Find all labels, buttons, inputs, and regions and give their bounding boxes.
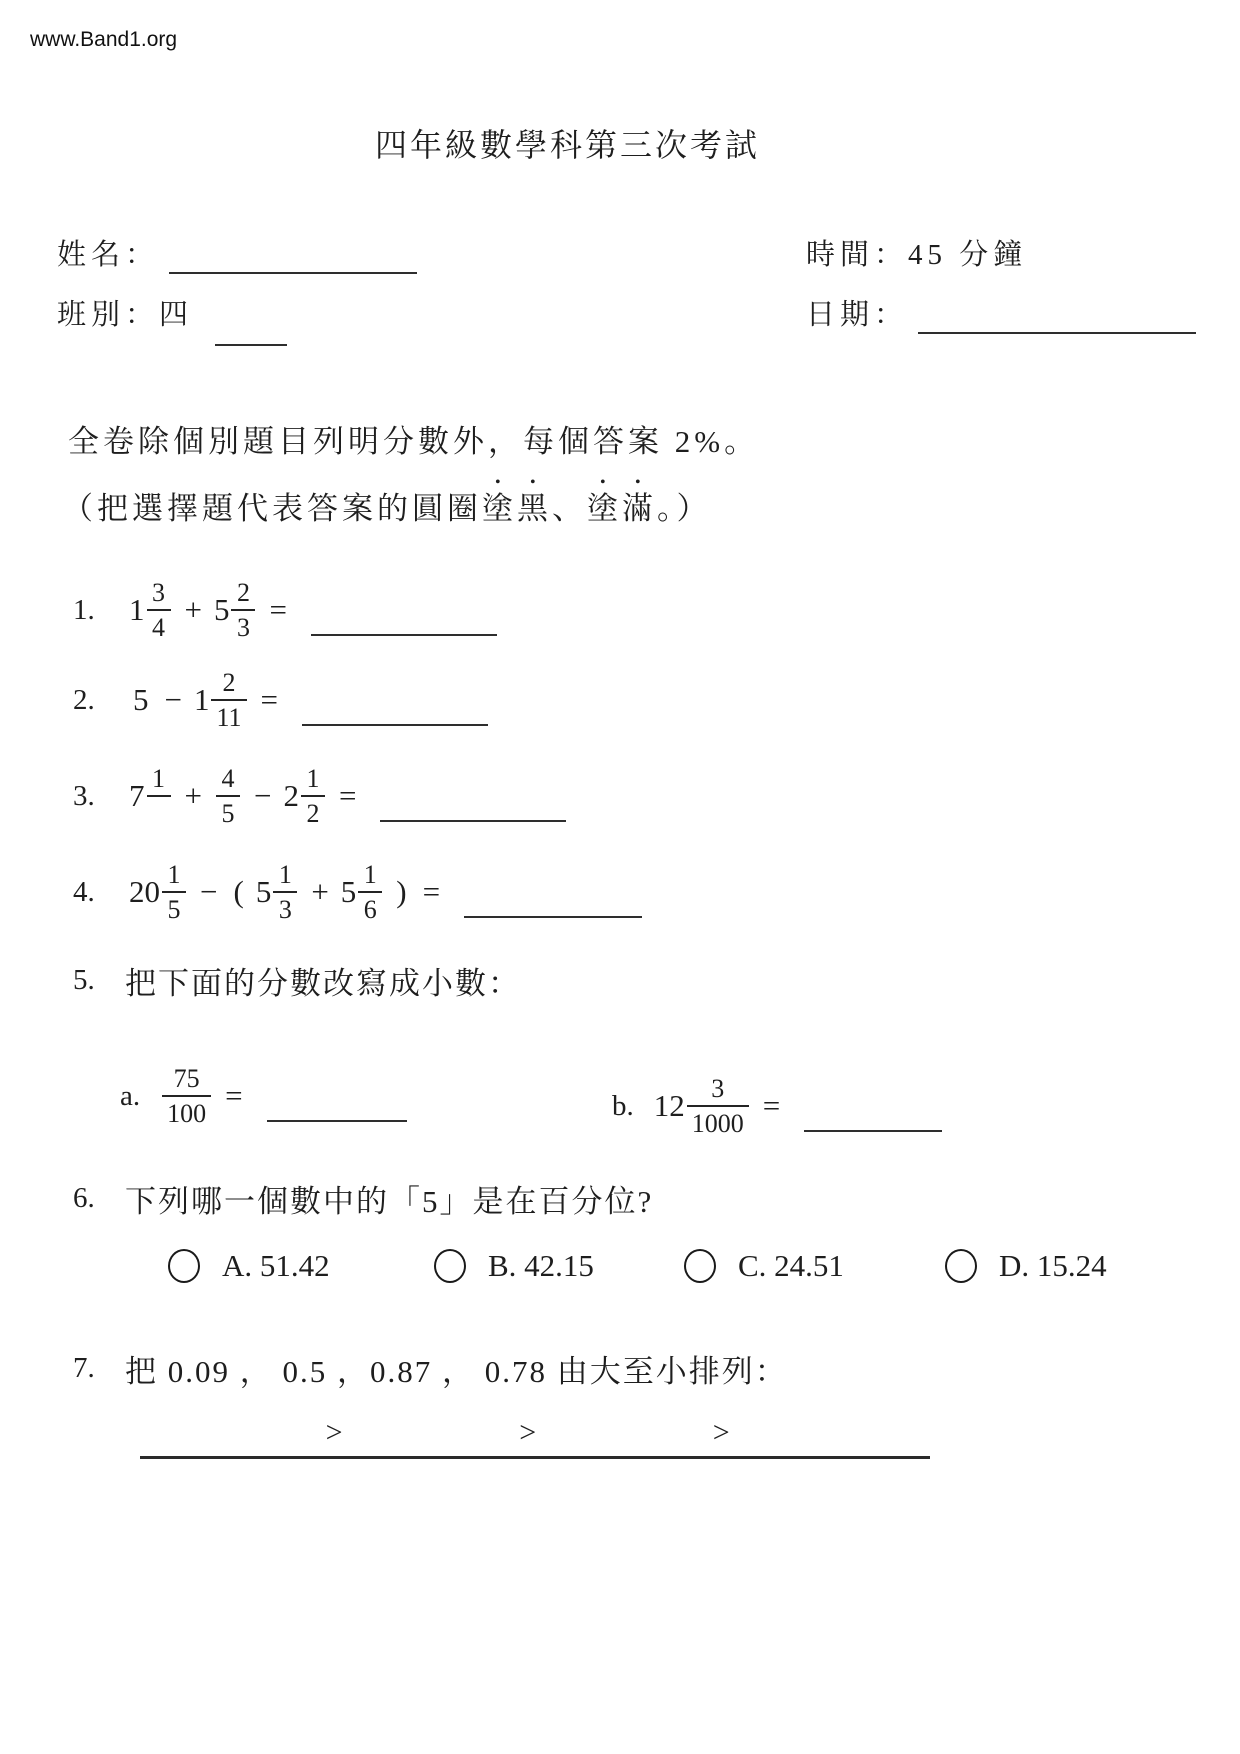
question-3-row	[73, 762, 566, 830]
fraction	[211, 669, 246, 732]
question-1-row	[73, 576, 497, 644]
class-row	[57, 292, 287, 346]
mixed-number	[341, 861, 385, 924]
question-1-number: 1.	[73, 593, 95, 626]
option-c-label: C. 24.51	[738, 1248, 844, 1283]
question-4-expression	[125, 861, 448, 924]
denominator: 5	[162, 891, 186, 923]
fraction	[162, 861, 186, 924]
whole-number: 5	[255, 874, 272, 909]
fraction	[687, 1075, 749, 1138]
mixed-number	[654, 1075, 751, 1138]
fraction	[231, 579, 255, 642]
question-6-options	[0, 1248, 1240, 1288]
mixed-number	[214, 579, 258, 642]
math-token: 5	[133, 682, 149, 717]
question-1-expression	[125, 579, 295, 642]
numerator: 3	[152, 577, 165, 607]
math-token: =	[269, 592, 287, 627]
question-7-row	[73, 1346, 788, 1391]
instructions-line2-post: 。）	[657, 491, 712, 526]
instructions-line2	[62, 474, 712, 528]
question-5-text: 把下面的分數改寫成小數：	[125, 966, 521, 1001]
time-row	[806, 232, 1027, 273]
option-b-bubble-icon[interactable]	[434, 1249, 466, 1283]
option-c-bubble-icon[interactable]	[684, 1249, 716, 1283]
math-token: (	[233, 874, 244, 909]
denominator: 5	[216, 795, 240, 827]
whole-number: 1	[193, 682, 210, 717]
whole-number: 12	[653, 1088, 685, 1123]
mixed-number	[256, 861, 300, 924]
question-5b-answer-blank[interactable]	[804, 1090, 942, 1132]
math-token: −	[253, 778, 272, 813]
fraction	[273, 861, 297, 924]
option-d	[945, 1248, 1107, 1284]
numerator: 1	[152, 763, 165, 793]
fraction-group	[160, 1065, 213, 1128]
question-5b-row	[612, 1072, 942, 1140]
math-token: =	[762, 1088, 781, 1123]
math-token: )	[396, 874, 407, 909]
question-5a-row	[120, 1062, 407, 1130]
question-5a-expression	[156, 1065, 250, 1128]
whole-number: 5	[213, 592, 230, 627]
date-row	[806, 292, 1196, 334]
math-token: −	[164, 682, 182, 717]
numerator: 1	[167, 859, 181, 889]
whole-number: 20	[129, 874, 160, 909]
option-b	[434, 1248, 594, 1284]
instructions-emphasis-black: 塗黑	[482, 491, 552, 526]
fraction	[301, 765, 325, 828]
instructions-line2-mid: 、	[552, 491, 587, 526]
question-5b-label: b.	[612, 1089, 634, 1122]
numerator: 3	[711, 1073, 725, 1103]
numerator: 1	[278, 859, 292, 889]
question-5a-label: a.	[120, 1079, 141, 1112]
question-4-number: 4.	[73, 875, 95, 908]
question-6-text: 下列哪一個數中的「5」是在百分位?	[125, 1184, 654, 1219]
question-5a-answer-blank[interactable]	[267, 1080, 407, 1122]
question-6-number: 6.	[73, 1182, 95, 1214]
class-input-blank[interactable]	[215, 316, 287, 346]
question-1-answer-blank[interactable]	[311, 594, 497, 636]
option-c	[684, 1248, 844, 1284]
fraction	[147, 765, 171, 827]
fraction	[358, 861, 382, 924]
math-token: +	[184, 778, 202, 813]
denominator: 1000	[687, 1105, 749, 1137]
question-5-row	[73, 958, 521, 1003]
math-token: =	[225, 1078, 243, 1113]
question-2-answer-blank[interactable]	[302, 684, 488, 726]
denominator: 4	[147, 609, 171, 641]
option-d-bubble-icon[interactable]	[945, 1249, 977, 1283]
page-title: 四年級數學科第三次考試	[375, 127, 761, 163]
denominator: 6	[358, 891, 382, 923]
fraction	[216, 765, 240, 828]
question-2-row	[73, 666, 488, 734]
math-token: −	[200, 874, 218, 909]
greater-than-separator: >	[325, 1416, 343, 1449]
question-7-number: 7.	[73, 1352, 95, 1384]
mixed-number	[129, 861, 188, 924]
fraction	[162, 1065, 211, 1128]
math-token: =	[260, 682, 279, 717]
name-label: 姓名：	[57, 239, 160, 271]
denominator: 2	[301, 795, 325, 827]
question-3-expression	[125, 765, 364, 828]
question-5-number: 5.	[73, 964, 95, 996]
instructions-emphasis-full: 塗滿	[587, 491, 657, 526]
denominator: 11	[211, 699, 246, 731]
class-label: 班別：四	[57, 299, 194, 331]
option-b-label: B. 42.15	[488, 1248, 594, 1283]
numerator: 1	[363, 859, 377, 889]
question-3-number: 3.	[73, 779, 95, 812]
option-a-bubble-icon[interactable]	[168, 1249, 200, 1283]
whole-number: 1	[129, 592, 145, 627]
mixed-number	[283, 765, 327, 828]
math-token: +	[311, 874, 329, 909]
date-label: 日期：	[806, 299, 909, 331]
watermark-url: www.Band1.org	[30, 28, 178, 51]
mixed-number	[194, 669, 249, 732]
whole-number: 5	[340, 874, 357, 909]
numerator: 4	[221, 763, 235, 793]
whole-number: 7	[129, 777, 145, 813]
question-2-number: 2.	[73, 683, 95, 716]
denominator: 3	[273, 891, 297, 923]
instructions-line2-pre: （把選擇題代表答案的圓圈	[62, 491, 482, 526]
question-6-row	[73, 1176, 653, 1221]
question-4-row	[73, 858, 642, 926]
fraction	[147, 579, 171, 642]
mixed-number	[129, 579, 173, 642]
date-input-blank[interactable]	[918, 304, 1196, 334]
mixed-number	[129, 765, 173, 827]
denominator: 3	[231, 609, 255, 641]
question-5b-expression	[650, 1075, 788, 1138]
fraction-group	[214, 765, 242, 828]
question-7-text: 把 0.09 ， 0.5 ，0.87 ， 0.78 由大至小排列：	[125, 1354, 788, 1389]
numerator: 1	[306, 763, 320, 793]
greater-than-separator: >	[519, 1416, 537, 1449]
question-7-answer-line[interactable]	[140, 1408, 930, 1459]
whole-number: 2	[283, 778, 299, 813]
name-row	[57, 232, 417, 274]
question-2-expression	[125, 669, 286, 732]
numerator: 2	[222, 667, 236, 697]
numerator: 75	[173, 1063, 200, 1093]
time-label: 時間：45 分鐘	[806, 239, 1028, 271]
name-input-blank[interactable]	[169, 244, 417, 274]
instructions-line1: 全卷除個別題目列明分數外，每個答案 2%。	[68, 424, 760, 459]
math-token: +	[184, 592, 202, 627]
option-d-label: D. 15.24	[999, 1248, 1107, 1283]
denominator: 100	[162, 1095, 211, 1127]
greater-than-separator: >	[712, 1416, 730, 1449]
math-token: =	[422, 874, 441, 909]
question-4-answer-blank[interactable]	[464, 876, 642, 918]
option-a	[168, 1248, 330, 1284]
numerator: 2	[236, 577, 250, 607]
option-a-label: A. 51.42	[222, 1248, 330, 1283]
math-token: =	[338, 778, 357, 813]
question-3-answer-blank[interactable]	[380, 780, 566, 822]
denominator	[147, 795, 171, 827]
